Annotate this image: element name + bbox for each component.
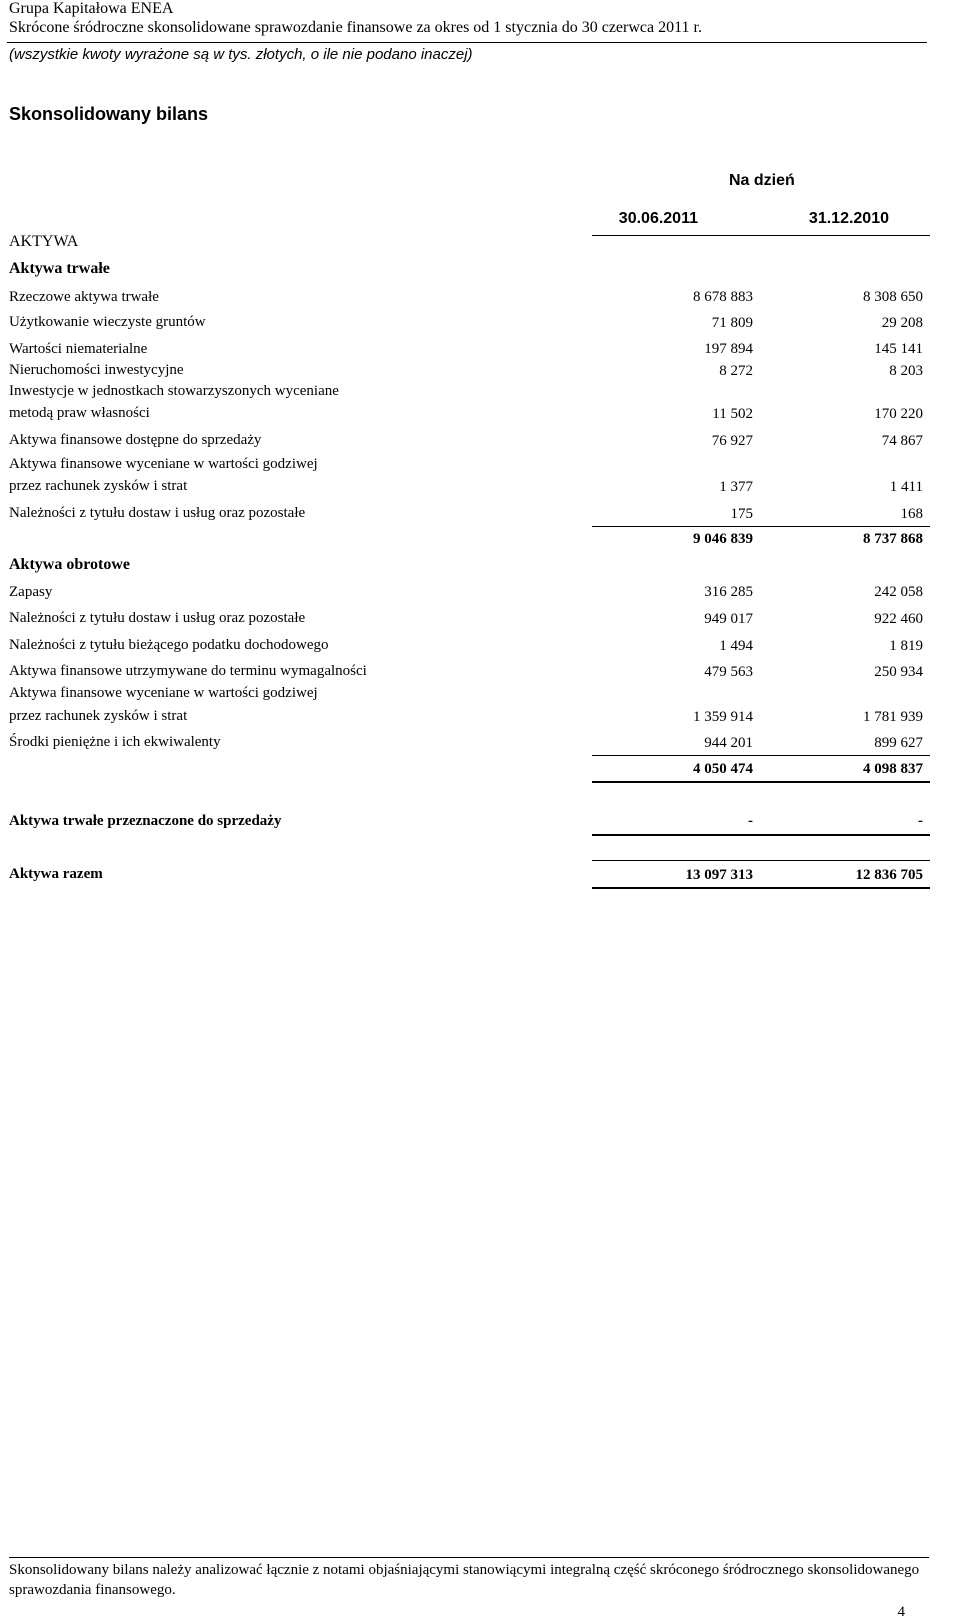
row-value-prior: 168 [900,506,923,522]
row-label: Należności z tytułu dostaw i usług oraz pozostałe [9,610,306,626]
row-value-current: 1 377 [719,479,753,495]
row-label-continued: przez rachunek zysków i strat [9,708,188,724]
row-label: Rzeczowe aktywa trwałe [9,289,159,305]
report-subtitle: Skrócone śródroczne skonsolidowane sprawozdanie finansowe za okres od 1 stycznia do 30 czerwca 2011 r. [9,19,702,36]
row-value-current: 8 272 [719,363,753,379]
row-value-prior: 74 867 [881,433,923,449]
page-number: 4 [897,1604,905,1620]
row-value-prior: 250 934 [874,664,923,680]
row-value-current: 1 494 [719,638,753,654]
row-label-continued: metodą praw własności [9,405,150,421]
subtotal-value-prior: 8 737 868 [863,531,923,547]
company-name: Grupa Kapitałowa ENEA [9,0,174,17]
subtotal-value-current: 9 046 839 [693,531,753,547]
subtotal-rule [592,526,930,527]
row-value-current: 949 017 [704,611,753,627]
row-value-current: 175 [730,506,753,522]
row-value-current: 1 359 914 [693,709,753,725]
row-value-current: 479 563 [704,664,753,680]
section-aktywa-trwale: Aktywa trwałe [9,260,110,277]
held-for-sale-label: Aktywa trwałe przeznaczone do sprzedaży [9,813,282,829]
row-value-prior: 29 208 [881,315,923,331]
held-for-sale-underline [592,834,930,836]
row-value-prior: 1 781 939 [863,709,923,725]
row-label: Należności z tytułu dostaw i usług oraz pozostałe [9,505,306,521]
row-value-prior: 1 411 [889,479,923,495]
row-label: Aktywa finansowe wyceniane w wartości godziwej [9,685,318,701]
row-value-prior: 8 308 650 [863,289,923,305]
amounts-note: (wszystkie kwoty wyrażone są w tys. złotych, o ile nie podano inaczej) [9,46,473,63]
subtotal-underline [592,781,930,783]
row-value-prior: 242 058 [874,584,923,600]
held-for-sale-value-current: - [748,813,753,829]
row-value-current: 76 927 [711,433,753,449]
total-overline [592,860,930,861]
row-label: Aktywa finansowe wyceniane w wartości godziwej [9,456,318,472]
total-assets-value-prior: 12 836 705 [855,867,923,883]
row-label: Inwestycje w jednostkach stowarzyszonych wyceniane [9,383,339,399]
row-value-prior: 8 203 [889,363,923,379]
row-value-current: 944 201 [704,735,753,751]
row-label: Wartości niematerialne [9,341,148,357]
held-for-sale-value-prior: - [918,813,923,829]
row-label: Środki pieniężne i ich ekwiwalenty [9,734,221,750]
row-value-prior: 922 460 [874,611,923,627]
header-divider [7,42,927,43]
row-value-prior: 1 819 [889,638,923,654]
total-underline [592,887,930,889]
row-label: Zapasy [9,584,53,600]
row-value-prior: 899 627 [874,735,923,751]
column-date-1: 30.06.2011 [618,210,698,227]
column-date-2: 31.12.2010 [808,210,889,227]
row-value-current: 8 678 883 [693,289,753,305]
row-value-prior: 145 141 [874,341,923,357]
section-aktywa-obrotowe: Aktywa obrotowe [9,556,131,573]
footer-note: Skonsolidowany bilans należy analizować łącznie z notami objaśniającymi stanowiącymi integralną część skróconego śródrocznego skonsolidowanego sprawozdania finansowego. [9,1562,920,1598]
row-value-current: 11 502 [712,406,753,422]
row-label: Aktywa finansowe utrzymywane do terminu wymagalności [9,663,367,679]
total-assets-value-current: 13 097 313 [685,867,753,883]
column-header-rule [592,235,930,236]
row-value-prior: 170 220 [874,406,923,422]
row-label: Należności z tytułu bieżącego podatku dochodowego [9,637,329,653]
row-label: Aktywa finansowe dostępne do sprzedaży [9,432,262,448]
footer-divider [9,1557,929,1558]
row-label: Nieruchomości inwestycyjne [9,362,184,378]
subtotal-rule [592,755,930,756]
row-value-current: 71 809 [711,315,753,331]
row-value-current: 197 894 [704,341,753,357]
column-group-label: Na dzień [729,172,795,189]
row-value-current: 316 285 [704,584,753,600]
subtotal-value-current: 4 050 474 [693,761,753,777]
row-label-continued: przez rachunek zysków i strat [9,478,188,494]
page-title: Skonsolidowany bilans [9,104,209,124]
total-assets-label: Aktywa razem [9,866,103,882]
subtotal-value-prior: 4 098 837 [863,761,923,777]
section-aktywa: AKTYWA [9,233,79,250]
row-label: Użytkowanie wieczyste gruntów [9,314,206,330]
